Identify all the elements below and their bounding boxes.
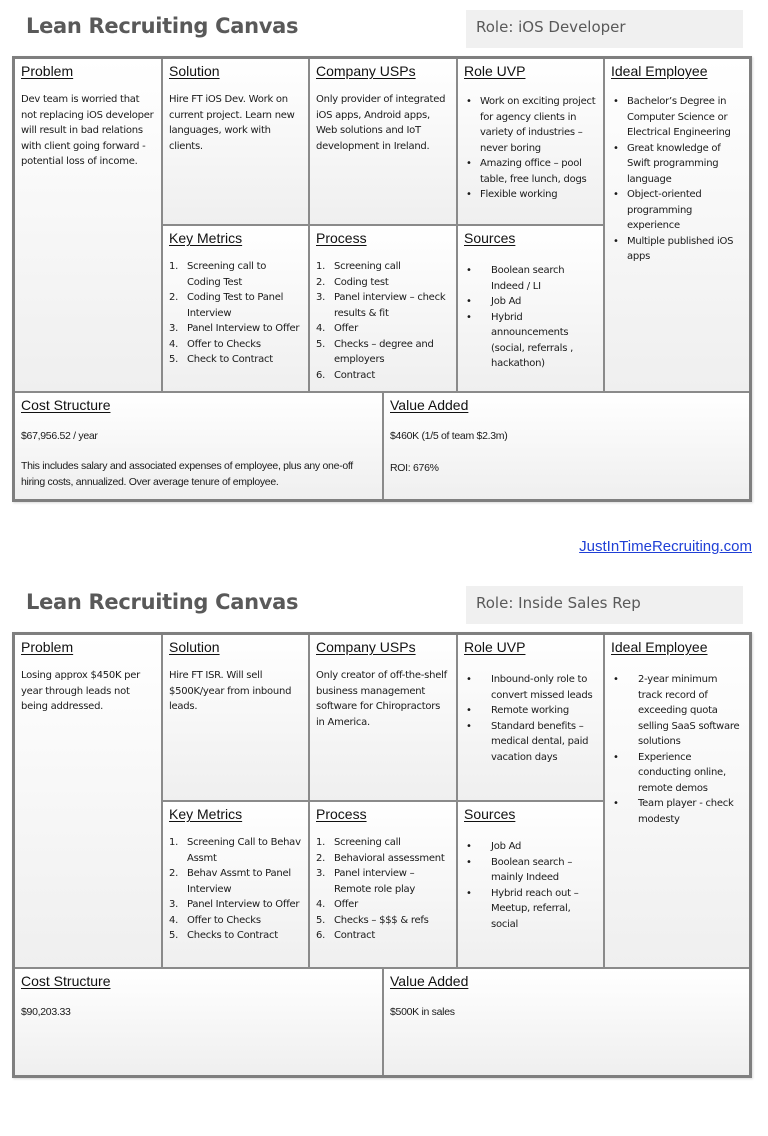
roi-value: ROI: 676%: [390, 462, 439, 474]
item-text: Checks to Contract: [187, 930, 278, 941]
list-item: • Great knowledge of Swift programming language: [611, 141, 743, 188]
problem-text: Dev team is worried that not replacing iOS developer will result in bad relations with client going forward - potential loss of income.: [21, 94, 154, 167]
item-number: 1.: [169, 261, 179, 272]
process-heading: Process: [316, 230, 367, 246]
list-item: • Object-oriented programming experience: [611, 187, 743, 234]
sources-list: [464, 839, 597, 932]
role-label: Role: Inside Sales Rep: [466, 586, 743, 624]
item-text: Panel Interview to Offer: [187, 323, 300, 334]
company-usps-heading: Company USPs: [316, 639, 416, 655]
list-item: • Amazing office – pool table, free lunch, dogs: [464, 156, 597, 187]
process-list: [316, 835, 450, 944]
ideal-employee-list: [611, 672, 743, 827]
problem-heading: Problem: [21, 639, 74, 655]
item-number: 2.: [316, 276, 326, 288]
item-text: Offer to Checks: [187, 338, 261, 350]
item-text: Behavioral assessment: [334, 852, 445, 864]
canvas-inside-sales-rep: [0, 576, 768, 1136]
list-item: • Flexible working: [464, 187, 597, 203]
solution-cell: [161, 59, 308, 224]
item-text: Behav Assmt to Panel Interview: [187, 868, 291, 895]
list-item: [316, 913, 450, 929]
list-item: [316, 368, 450, 384]
value-added-cell: [382, 391, 749, 499]
list-item: [169, 835, 302, 866]
value-amount: $460K (1/5 of team $2.3m): [390, 430, 508, 442]
list-item: • Inbound-only role to convert missed leads: [464, 672, 597, 703]
item-number: 6.: [316, 930, 326, 941]
list-item: [169, 866, 302, 897]
item-number: 4.: [169, 914, 179, 926]
item-number: 3.: [169, 899, 179, 910]
cost-note: This includes salary and associated expenses of employee, plus any one-off hiring costs, annualized. Over average tenure of employee.: [21, 460, 353, 488]
key-metrics-cell: [161, 224, 308, 391]
list-item: [169, 928, 302, 944]
item-text: Checks – degree and employers: [334, 338, 434, 365]
item-number: 3.: [169, 323, 179, 334]
list-item: [169, 352, 302, 368]
ideal-employee-heading: Ideal Employee: [611, 639, 708, 655]
value-added-cell: [382, 967, 749, 1075]
canvas-frame: [12, 56, 752, 502]
list-item: • Bachelor’s Degree in Computer Science or Electrical Engineering: [611, 94, 743, 141]
problem-text: Losing approx $450K per year through leads not being addressed.: [21, 670, 141, 712]
role-uvp-list: [464, 94, 597, 203]
ideal-employee-cell: [603, 635, 749, 967]
process-heading: Process: [316, 806, 367, 822]
item-number: 2.: [169, 292, 179, 303]
item-number: 5.: [316, 914, 326, 926]
key-metrics-cell: [161, 800, 308, 967]
item-text: Contract: [334, 369, 376, 381]
item-number: 4.: [316, 323, 326, 334]
process-list: [316, 259, 450, 383]
item-number: 1.: [169, 837, 179, 848]
item-text: Coding Test to Panel Interview: [187, 292, 284, 319]
role-uvp-list: [464, 672, 597, 765]
item-text: Offer to Checks: [187, 914, 261, 926]
solution-text: Hire FT iOS Dev. Work on current project. Learn new languages, work with clients.: [169, 94, 295, 152]
item-number: 1.: [316, 261, 326, 272]
solution-text: Hire FT ISR. Will sell $500K/year from inbound leads.: [169, 670, 292, 712]
item-text: Offer: [334, 899, 358, 910]
sources-heading: Sources: [464, 806, 516, 822]
list-item: [316, 275, 450, 291]
key-metrics-heading: Key Metrics: [169, 230, 243, 246]
item-number: 3.: [316, 868, 326, 879]
ideal-employee-heading: Ideal Employee: [611, 63, 708, 79]
list-item: • Hybrid announcements (social, referrals , hackathon): [464, 310, 597, 372]
list-item: • Boolean search Indeed / LI: [464, 263, 597, 294]
key-metrics-list: [169, 259, 302, 368]
list-item: [316, 337, 450, 368]
canvas-ios-developer: [0, 0, 768, 560]
item-number: 4.: [316, 899, 326, 910]
item-number: 6.: [316, 369, 326, 381]
ideal-employee-list: [611, 94, 743, 265]
list-item: [169, 337, 302, 353]
problem-cell: [15, 59, 161, 391]
cost-structure-heading: Cost Structure: [21, 397, 111, 413]
cost-structure-cell: [15, 391, 382, 499]
canvas-title: Lean Recruiting Canvas: [26, 590, 299, 614]
list-item: [316, 928, 450, 944]
cost-amount: $67,956.52 / year: [21, 430, 98, 442]
role-uvp-cell: [456, 635, 603, 800]
item-text: Screening Call to Behav Assmt: [187, 837, 301, 864]
list-item: • Multiple published iOS apps: [611, 234, 743, 265]
item-text: Panel interview – Remote role play: [334, 868, 416, 895]
item-number: 3.: [316, 292, 326, 303]
process-cell: [308, 800, 456, 967]
value-amount: $500K in sales: [390, 1006, 455, 1018]
item-number: 5.: [316, 338, 326, 350]
list-item: • Boolean search – mainly Indeed: [464, 855, 597, 886]
company-usps-text: Only creator of off-the-shelf business management software for Chiropractors in America.: [316, 670, 447, 728]
item-number: 5.: [169, 354, 179, 365]
solution-heading: Solution: [169, 63, 220, 79]
solution-heading: Solution: [169, 639, 220, 655]
item-number: 5.: [169, 930, 179, 941]
item-number: 2.: [169, 868, 179, 879]
company-usps-cell: [308, 635, 456, 800]
item-number: 1.: [316, 837, 326, 848]
list-item: [316, 851, 450, 867]
solution-cell: [161, 635, 308, 800]
role-uvp-heading: Role UVP: [464, 639, 526, 655]
list-item: [316, 259, 450, 275]
value-added-heading: Value Added: [390, 397, 469, 413]
key-metrics-heading: Key Metrics: [169, 806, 243, 822]
key-metrics-list: [169, 835, 302, 944]
item-number: 4.: [169, 338, 179, 350]
item-text: Screening call: [334, 261, 401, 272]
canvas-frame: [12, 632, 752, 1078]
item-text: Panel Interview to Offer: [187, 899, 300, 910]
list-item: [316, 290, 450, 321]
list-item: • Job Ad: [464, 294, 597, 310]
company-usps-text: Only provider of integrated iOS apps, Android apps, Web solutions and IoT development in Ireland.: [316, 94, 446, 152]
list-item: • Standard benefits – medical dental, paid vacation days: [464, 719, 597, 766]
value-added-heading: Value Added: [390, 973, 469, 989]
role-label: Role: iOS Developer: [466, 10, 743, 48]
role-uvp-heading: Role UVP: [464, 63, 526, 79]
sources-list: [464, 263, 597, 372]
list-item: [169, 897, 302, 913]
list-item: [169, 321, 302, 337]
sources-heading: Sources: [464, 230, 516, 246]
cost-structure-heading: Cost Structure: [21, 973, 111, 989]
item-text: Check to Contract: [187, 354, 273, 365]
item-text: Checks – $$$ & refs: [334, 914, 429, 926]
list-item: [169, 259, 302, 290]
item-number: 2.: [316, 852, 326, 864]
ideal-employee-cell: [603, 59, 749, 391]
list-item: • Remote working: [464, 703, 597, 719]
item-text: Coding test: [334, 276, 389, 288]
list-item: • Experience conducting online, remote demos: [611, 750, 743, 797]
item-text: Panel interview – check results & fit: [334, 292, 446, 319]
cost-amount: $90,203.33: [21, 1006, 71, 1018]
list-item: • 2-year minimum track record of exceeding quota selling SaaS software solutions: [611, 672, 743, 750]
role-uvp-cell: [456, 59, 603, 224]
sources-cell: [456, 800, 603, 967]
company-usps-cell: [308, 59, 456, 224]
list-item: [169, 913, 302, 929]
list-item: • Work on exciting project for agency clients in variety of industries – never boring: [464, 94, 597, 156]
list-item: • Job Ad: [464, 839, 597, 855]
cost-structure-cell: [15, 967, 382, 1075]
list-item: [316, 866, 450, 897]
process-cell: [308, 224, 456, 391]
item-text: Contract: [334, 930, 376, 941]
item-text: Offer: [334, 323, 358, 334]
justintimerecruiting-link[interactable]: JustInTimeRecruiting.com: [579, 538, 752, 555]
list-item: [316, 835, 450, 851]
list-item: [316, 321, 450, 337]
item-text: Screening call to Coding Test: [187, 261, 267, 288]
item-text: Screening call: [334, 837, 401, 848]
problem-heading: Problem: [21, 63, 74, 79]
problem-cell: [15, 635, 161, 967]
list-item: [316, 897, 450, 913]
list-item: • Team player - check modesty: [611, 796, 743, 827]
company-usps-heading: Company USPs: [316, 63, 416, 79]
list-item: • Hybrid reach out – Meetup, referral, social: [464, 886, 597, 933]
sources-cell: [456, 224, 603, 391]
canvas-title: Lean Recruiting Canvas: [26, 14, 299, 38]
list-item: [169, 290, 302, 321]
